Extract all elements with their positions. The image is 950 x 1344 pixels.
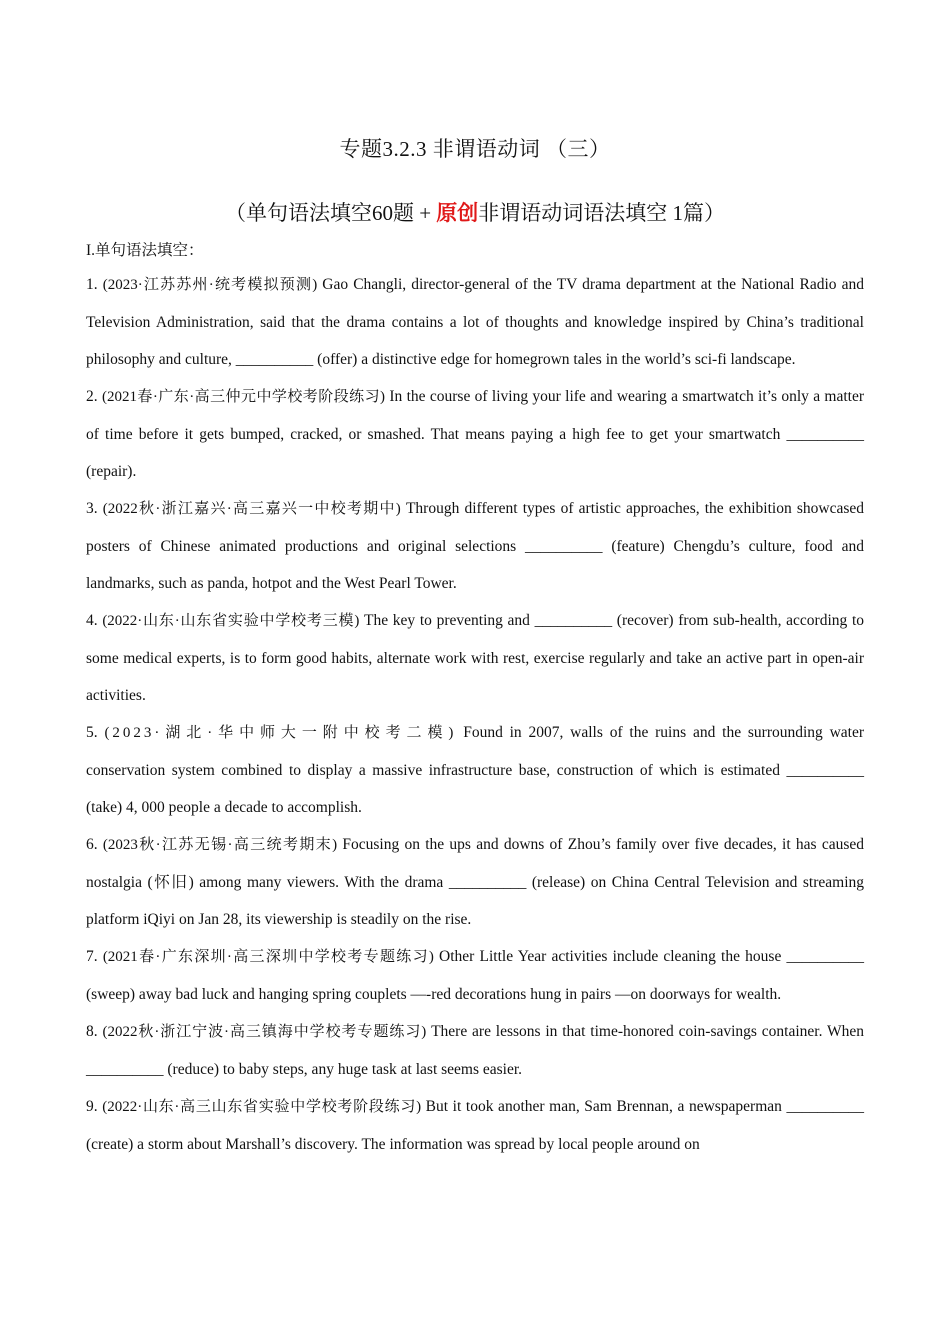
- question-number: 3.: [86, 500, 98, 517]
- question-number: 4.: [86, 612, 98, 629]
- question-number: 7.: [86, 948, 98, 965]
- question-source: (2023·江苏苏州·统考模拟预测): [102, 277, 318, 293]
- question-number: 8.: [86, 1023, 98, 1040]
- section-heading: I.单句语法填空：: [86, 242, 204, 259]
- question-text: Focusing on the ups and downs of Zhou’s family over five decades, it has caused nostalgia (怀旧) among many viewers. With the drama __________ (release) on China Central Television and streaming platform iQiyi on Jan 28, its viewership is steadily on the rise.: [86, 836, 865, 928]
- question-list: [86, 266, 864, 1163]
- question-number: 2.: [86, 388, 98, 405]
- question-item: [86, 714, 864, 826]
- question-text: Other Little Year activities include cleaning the house __________ (sweep) away bad luck and hanging spring couplets —-red decorations hung in pairs —on doorways for wealth.: [86, 948, 865, 1003]
- question-source: (2022秋·浙江嘉兴·高三嘉兴一中校考期中): [102, 501, 401, 517]
- page-subtitle: [86, 198, 864, 228]
- question-item: [86, 266, 864, 378]
- subtitle-suffix: 非谓语动词语法填空 1篇）: [478, 201, 726, 225]
- question-item: [86, 1088, 864, 1163]
- subtitle-prefix: （单句语法填空60题 +: [224, 201, 437, 225]
- question-source: (2022·山东·山东省实验中学校考三模): [102, 613, 360, 629]
- question-item: [86, 826, 864, 938]
- question-number: 5.: [86, 724, 98, 741]
- question-text: Through different types of artistic approaches, the exhibition showcased posters of Chinese animated productions and original selections __________ (feature) Chengdu’s culture, food and landmarks, such as panda, hotpot and the West Pearl Tower.: [86, 500, 864, 592]
- question-source: (2022秋·浙江宁波·高三镇海中学校考专题练习): [102, 1024, 427, 1040]
- question-text: There are lessons in that time-honored coin-savings container. When __________ (reduce) to baby steps, any huge task at last seems easier.: [86, 1023, 865, 1078]
- question-item: [86, 378, 864, 490]
- question-source: (2021春·广东深圳·高三深圳中学校考专题练习): [102, 949, 434, 965]
- question-source: (2022·山东·高三山东省实验中学校考阶段练习): [102, 1099, 422, 1115]
- question-source: (2023·湖北·华中师大一附中校考二模): [104, 725, 457, 741]
- subtitle-highlight: 原创: [436, 201, 479, 225]
- question-source: (2021春·广东·高三仲元中学校考阶段练习): [101, 389, 386, 405]
- question-number: 9.: [86, 1098, 98, 1115]
- question-number: 6.: [86, 836, 98, 853]
- question-text: The key to preventing and __________ (recover) from sub-health, according to some medical experts, is to form good habits, alternate work with rest, exercise regularly and take an active part in open-air activities.: [86, 612, 865, 704]
- question-text: But it took another man, Sam Brennan, a newspaperman __________ (create) a storm about Marshall’s discovery. The information was spread by local people around on: [86, 1098, 865, 1153]
- question-text: Found in 2007, walls of the ruins and the surrounding water conservation system combined to display a massive infrastructure base, construction of which is estimated __________ (take) 4, 000 people a decade to accomplish.: [86, 724, 865, 816]
- question-item: [86, 938, 864, 1013]
- question-item: [86, 602, 864, 714]
- page-title: 专题3.2.3 非谓语动词 （三）: [339, 137, 611, 161]
- question-item: [86, 490, 864, 602]
- question-source: (2023秋·江苏无锡·高三统考期末): [102, 837, 338, 853]
- question-item: [86, 1013, 864, 1088]
- question-text: In the course of living your life and wearing a smartwatch it’s only a matter of time before it gets bumped, cracked, or smashed. That means paying a high fee to get your smartwatch __________ (repair).: [86, 388, 864, 480]
- question-text: Gao Changli, director-general of the TV drama department at the National Radio and Television Administration, said that the drama contains a lot of thoughts and knowledge inspired by China’s traditional philosophy and culture, __________ (offer) a distinctive edge for homegrown tales in the world’s sci-fi landscape.: [86, 276, 865, 368]
- question-number: 1.: [86, 276, 98, 293]
